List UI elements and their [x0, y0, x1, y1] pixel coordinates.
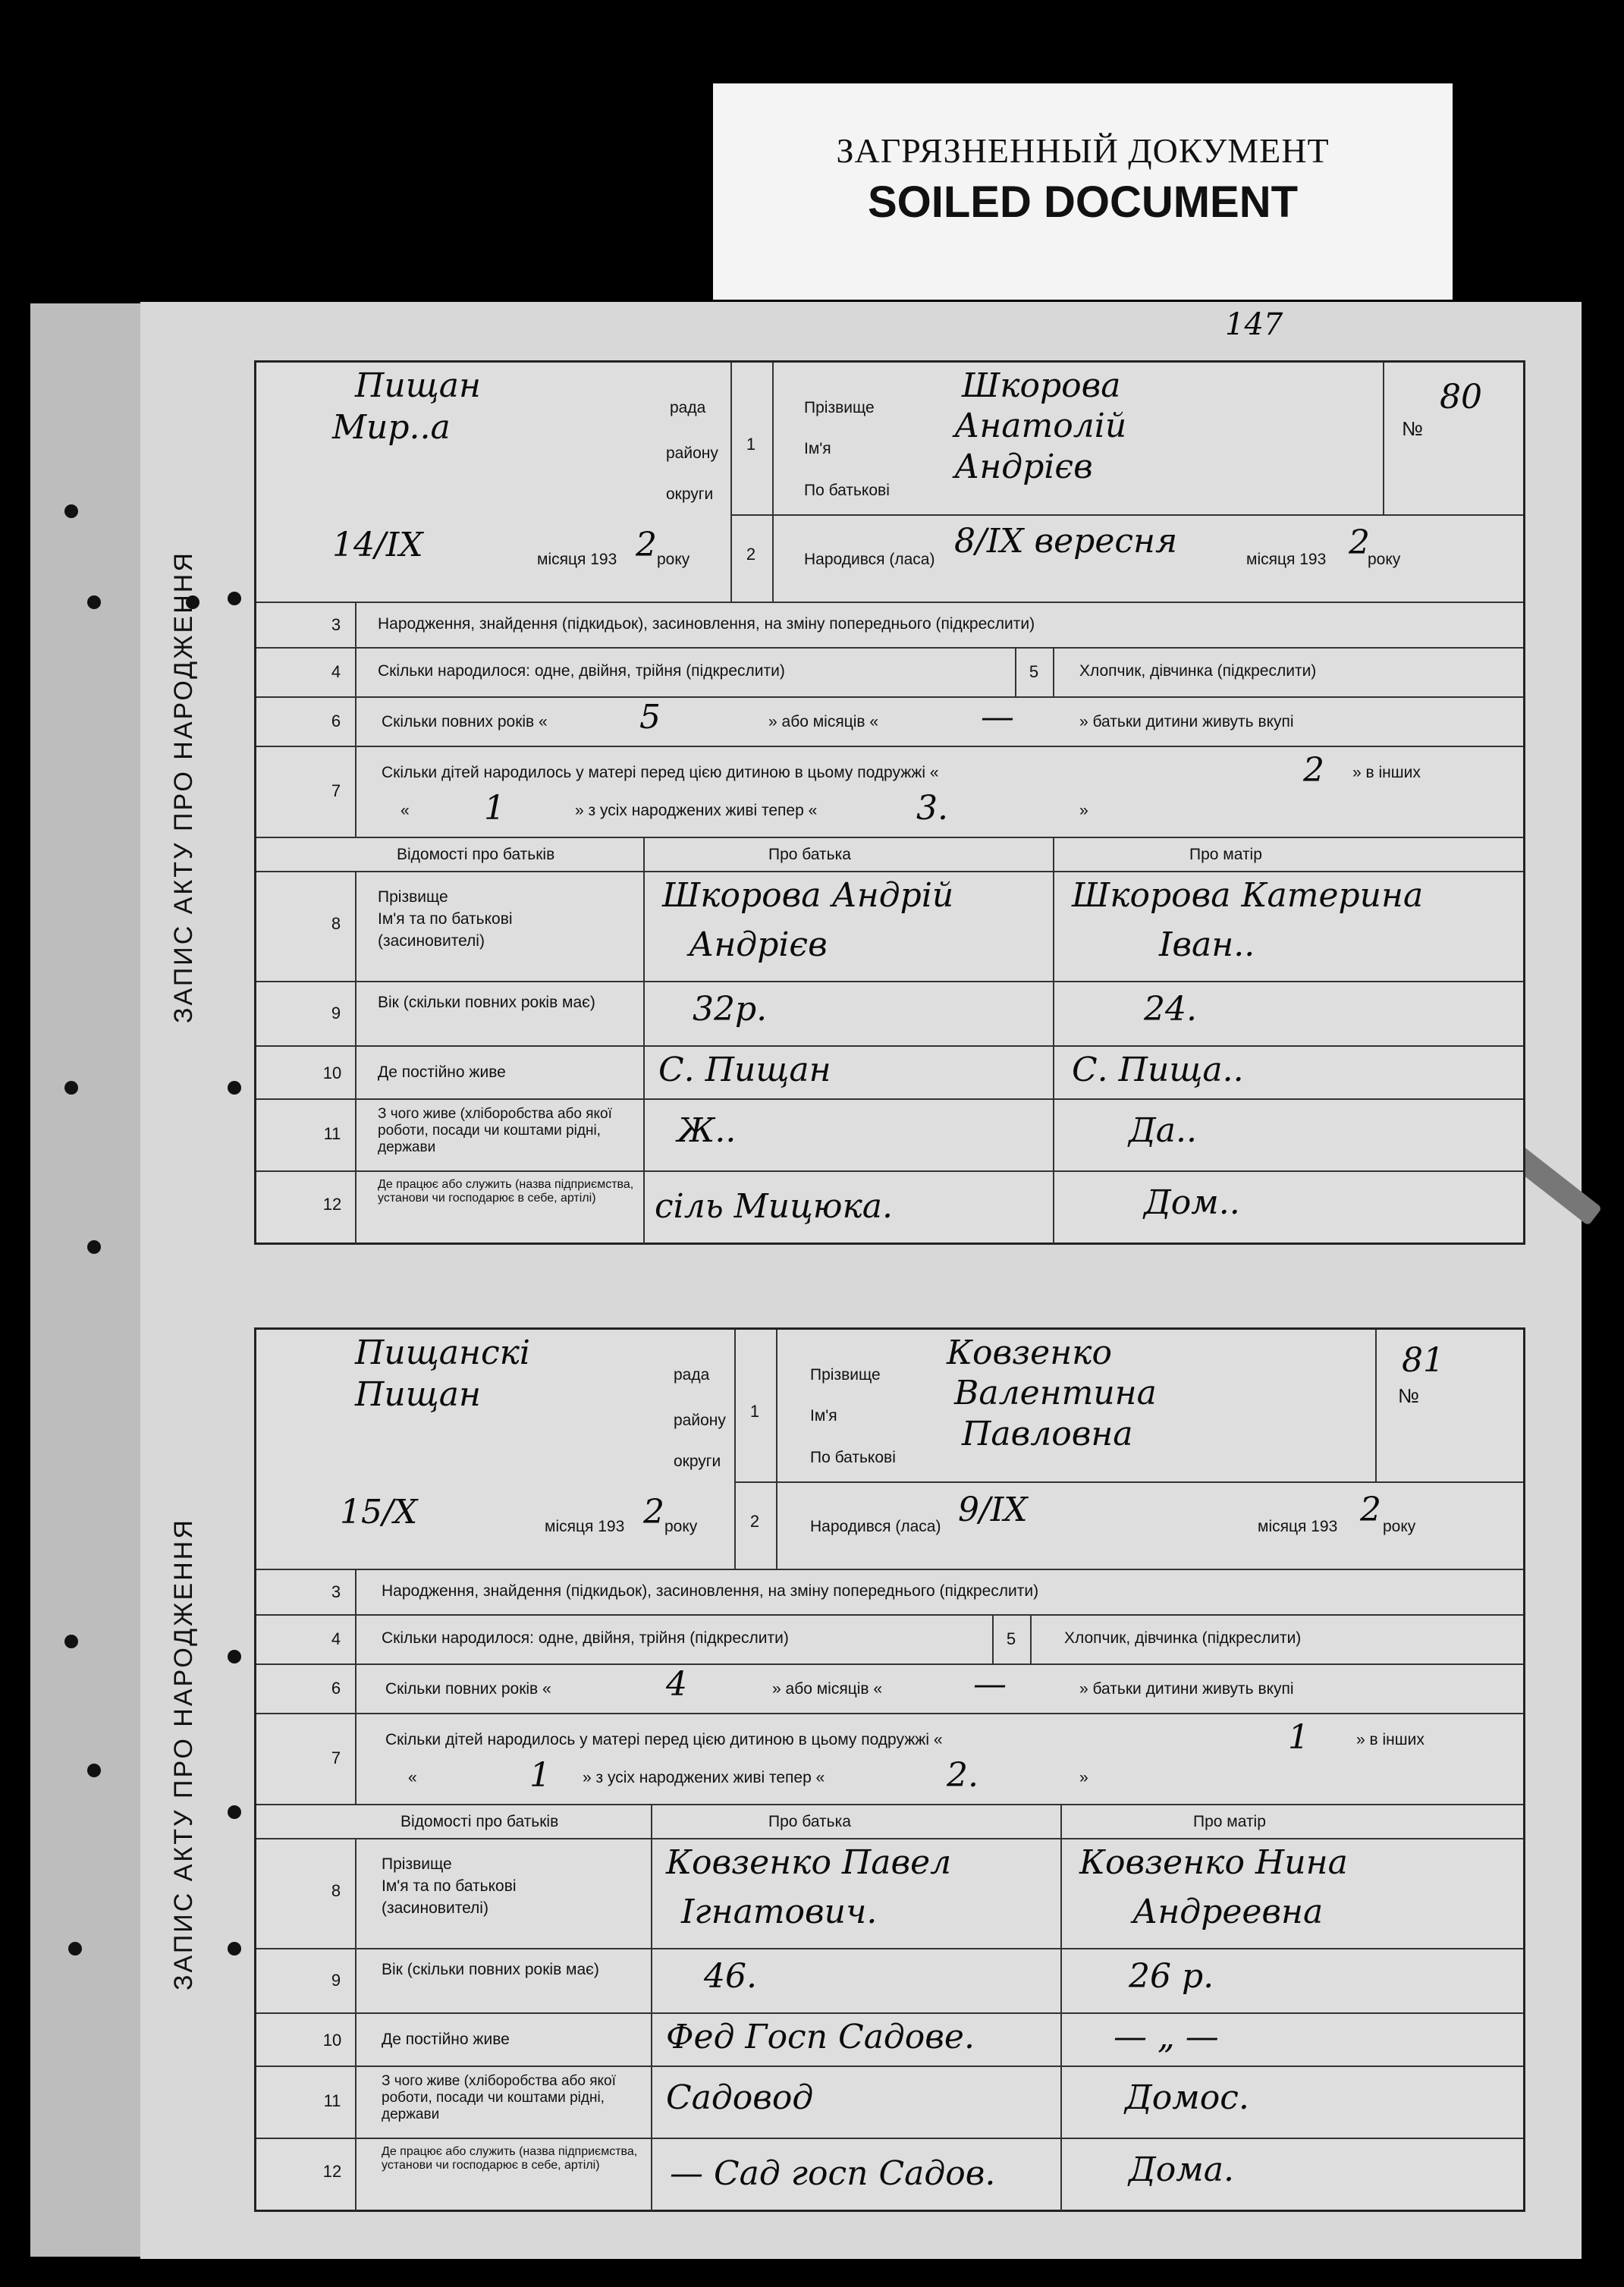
row3-text: Народження, знайдення (підкидьок), засиновлення, на зміну попереднього (підкреслити) — [378, 615, 1035, 633]
reg-year-label: року — [664, 1518, 698, 1535]
mother-residence: С. Пища.. — [1072, 1051, 1244, 1089]
reg-month-label: місяця 193 — [537, 551, 617, 568]
years-together: 5 — [639, 698, 661, 737]
okrug-label: округи — [666, 485, 714, 503]
kids-this-marriage: 1 — [1288, 1718, 1309, 1757]
years-together: 4 — [666, 1665, 687, 1704]
top-number: 147 — [1225, 307, 1283, 342]
soiled-document-label — [713, 83, 1453, 300]
mother-residence: — „ — — [1114, 2018, 1219, 2056]
patronymic-value: Павловна — [962, 1415, 1133, 1453]
name-label: Ім'я — [810, 1407, 837, 1425]
mother-source: Да.. — [1129, 1111, 1197, 1150]
born-year-label: року — [1383, 1518, 1416, 1535]
kids-alive: 2. — [947, 1756, 978, 1795]
born-month-label: місяця 193 — [1246, 551, 1327, 568]
label-en: SOILED DOCUMENT — [867, 177, 1299, 227]
okrug-label: округи — [674, 1453, 721, 1470]
number-label: № — [1398, 1384, 1419, 1407]
surname-value: Ковзенко — [947, 1334, 1112, 1372]
name-value: Анатолій — [954, 407, 1127, 445]
born-year: 2 — [1349, 523, 1370, 562]
father-patronymic: Андрієв — [689, 925, 828, 964]
surname-label: Прізвище — [810, 1366, 881, 1384]
raion-label: району — [666, 445, 718, 462]
father-age: 46. — [704, 1957, 757, 1996]
father-name: Шкорова Андрій — [662, 876, 954, 915]
father-residence: Фед Госп Садове. — [666, 2018, 975, 2056]
reg-date: 15/X — [340, 1493, 418, 1531]
row4-text: Скільки народилося: одне, двійня, трійня (підкреслити) — [378, 662, 785, 680]
patronymic-value: Андрієв — [954, 448, 1093, 486]
name-label: Ім'я — [804, 440, 831, 457]
raion-label: району — [674, 1412, 726, 1429]
rada-value: Пищан — [355, 366, 481, 405]
mother-workplace: Дома. — [1129, 2150, 1234, 2189]
mother-workplace: Дом.. — [1144, 1183, 1240, 1222]
name-value: Валентина — [954, 1374, 1157, 1412]
born-year: 2 — [1360, 1491, 1381, 1529]
mother-age: 26 р. — [1129, 1957, 1214, 1996]
born-date: 9/IX — [958, 1491, 1028, 1529]
patronymic-label: По батькові — [810, 1449, 896, 1466]
born-year-label: року — [1368, 551, 1401, 568]
father-name: Ковзенко Павел — [666, 1843, 952, 1882]
kids-alive: 3. — [916, 789, 948, 828]
record-number: 81 — [1402, 1341, 1444, 1380]
mother-name: Ковзенко Нина — [1079, 1843, 1348, 1882]
father-patronymic: Ігнатович. — [681, 1893, 878, 1931]
months-together: — — [981, 698, 1014, 737]
born-label: Народився (ласа) — [810, 1518, 941, 1535]
father-source: Садовод — [666, 2078, 814, 2117]
number-label: № — [1402, 417, 1423, 440]
binding-strip — [30, 303, 140, 2257]
mother-source: Домос. — [1125, 2078, 1249, 2117]
reg-month-label: місяця 193 — [545, 1518, 625, 1535]
kids-other: 1 — [529, 1756, 551, 1795]
born-date: 8/IX вересня — [954, 522, 1178, 561]
patronymic-label: По батькові — [804, 482, 890, 499]
father-source: Ж.. — [677, 1111, 737, 1150]
reg-year: 2 — [636, 526, 657, 564]
side-title: ЗАПИС АКТУ ПРО НАРОДЖЕННЯ — [169, 1518, 198, 1991]
father-residence: С. Пищан — [658, 1051, 831, 1089]
birth-record-1: ЗАПИС АКТУ ПРО НАРОДЖЕННЯ Пищан рада Мир..а району округи 14/IX місяця 193 2 року 1 2 Прізвище Шкорова Ім'я Анатолій По батькові Андрієв № 80 Народився (ласа) 8/IX вересня місяця 193 2 року 3 Народження, знайдення (підкидьок), засиновлення, на зміну попереднього (підкреслити) 4 Скільки народилося: одне, двійня, трійня (підкреслити) 5 Хлопчик, дівчинка (підкреслити) 6 Скільки повних років « 5 » або місяців « — » батьки дитини живуть вкупі 7 Скільки дітей народилось у матері перед цією дитиною в цьому подружжі « 2 » в інших « 1 » з усіх народжених живі тепер « 3. » Відомості про батьків Про батька Про матір 8 Прізвище Ім'я та по батькові (засиновителі) Шкорова Андрій Андрієв Шкорова Катерина Іван.. 9 Вік (скільки повних років має) 32р. 24. 10 Де постійно живе С. Пищан С. Пища.. 11 З чого живе (хліборобства або якої роботи, посади чи коштами рідні, держави Ж.. Да.. 12 Де працює або служить (назва підприємства, установи чи господарює в себе, артілі) сіль Мицюка. Дом.. — [254, 360, 1525, 1245]
side-title: ЗАПИС АКТУ ПРО НАРОДЖЕННЯ — [169, 551, 198, 1024]
mother-patronymic: Іван.. — [1159, 925, 1255, 964]
birth-record-2: ЗАПИС АКТУ ПРО НАРОДЖЕННЯ Пищанскі рада Пищан району округи 15/X місяця 193 2 року 1 2 Прізвище Ковзенко Ім'я Валентина По батькові Павловна № 81 Народився (ласа) 9/IX місяця 193 2 року 3 Народження, знайдення (підкидьок), засиновлення, на зміну попереднього (підкреслити) 4 Скільки народилося: одне, двійня, трійня (підкреслити) 5 Хлопчик, дівчинка (підкреслити) 6 Скільки повних років « 4 » або місяців « — » батьки дитини живуть вкупі 7 Скільки дітей народилось у матері перед цією дитиною в цьому подружжі « 1 » в інших « 1 » з усіх народжених живі тепер « 2. » Відомості про батьків Про батька Про матір 8 Прізвище Ім'я та по батькові (засиновителі) Ковзенко Павел Ігнатович. Ковзенко Нина Андреевна 9 Вік (скільки повних років має) 46. 26 р. 10 Де постійно живе Фед Госп Садове. — „ — 11 З чого живе (хліборобства або якої роботи, посади чи коштами рідні, держави Садовод Домос. 12 Де працює або служить (назва підприємства, установи чи господарює в себе, артілі) — Сад госп Садов. Дома. — [254, 1327, 1525, 2212]
born-month-label: місяця 193 — [1258, 1518, 1338, 1535]
mother-age: 24. — [1144, 990, 1197, 1029]
reg-year-label: року — [657, 551, 690, 568]
father-workplace: — Сад госп Садов. — [670, 2154, 996, 2193]
rada-label: рада — [674, 1366, 710, 1384]
kids-this-marriage: 2 — [1303, 751, 1324, 790]
father-workplace: сіль Мицюка. — [655, 1187, 893, 1226]
mother-patronymic: Андреевна — [1132, 1893, 1324, 1931]
raion-value: Пищан — [355, 1375, 481, 1414]
surname-value: Шкорова — [962, 366, 1121, 405]
months-together: — — [973, 1665, 1007, 1704]
raion-value: Мир..а — [332, 408, 451, 447]
reg-date: 14/IX — [332, 526, 423, 564]
mother-name: Шкорова Катерина — [1072, 876, 1424, 915]
surname-label: Прізвище — [804, 399, 875, 416]
rada-label: рада — [670, 399, 706, 416]
rada-value: Пищанскі — [355, 1334, 530, 1372]
record-number: 80 — [1440, 378, 1482, 416]
father-age: 32р. — [693, 990, 768, 1029]
row5-text: Хлопчик, дівчинка (підкреслити) — [1079, 662, 1317, 680]
kids-other: 1 — [484, 789, 505, 828]
label-ru: ЗАГРЯЗНЕННЫЙ ДОКУМЕНТ — [836, 131, 1330, 170]
reg-year: 2 — [643, 1493, 664, 1531]
born-label: Народився (ласа) — [804, 551, 935, 568]
